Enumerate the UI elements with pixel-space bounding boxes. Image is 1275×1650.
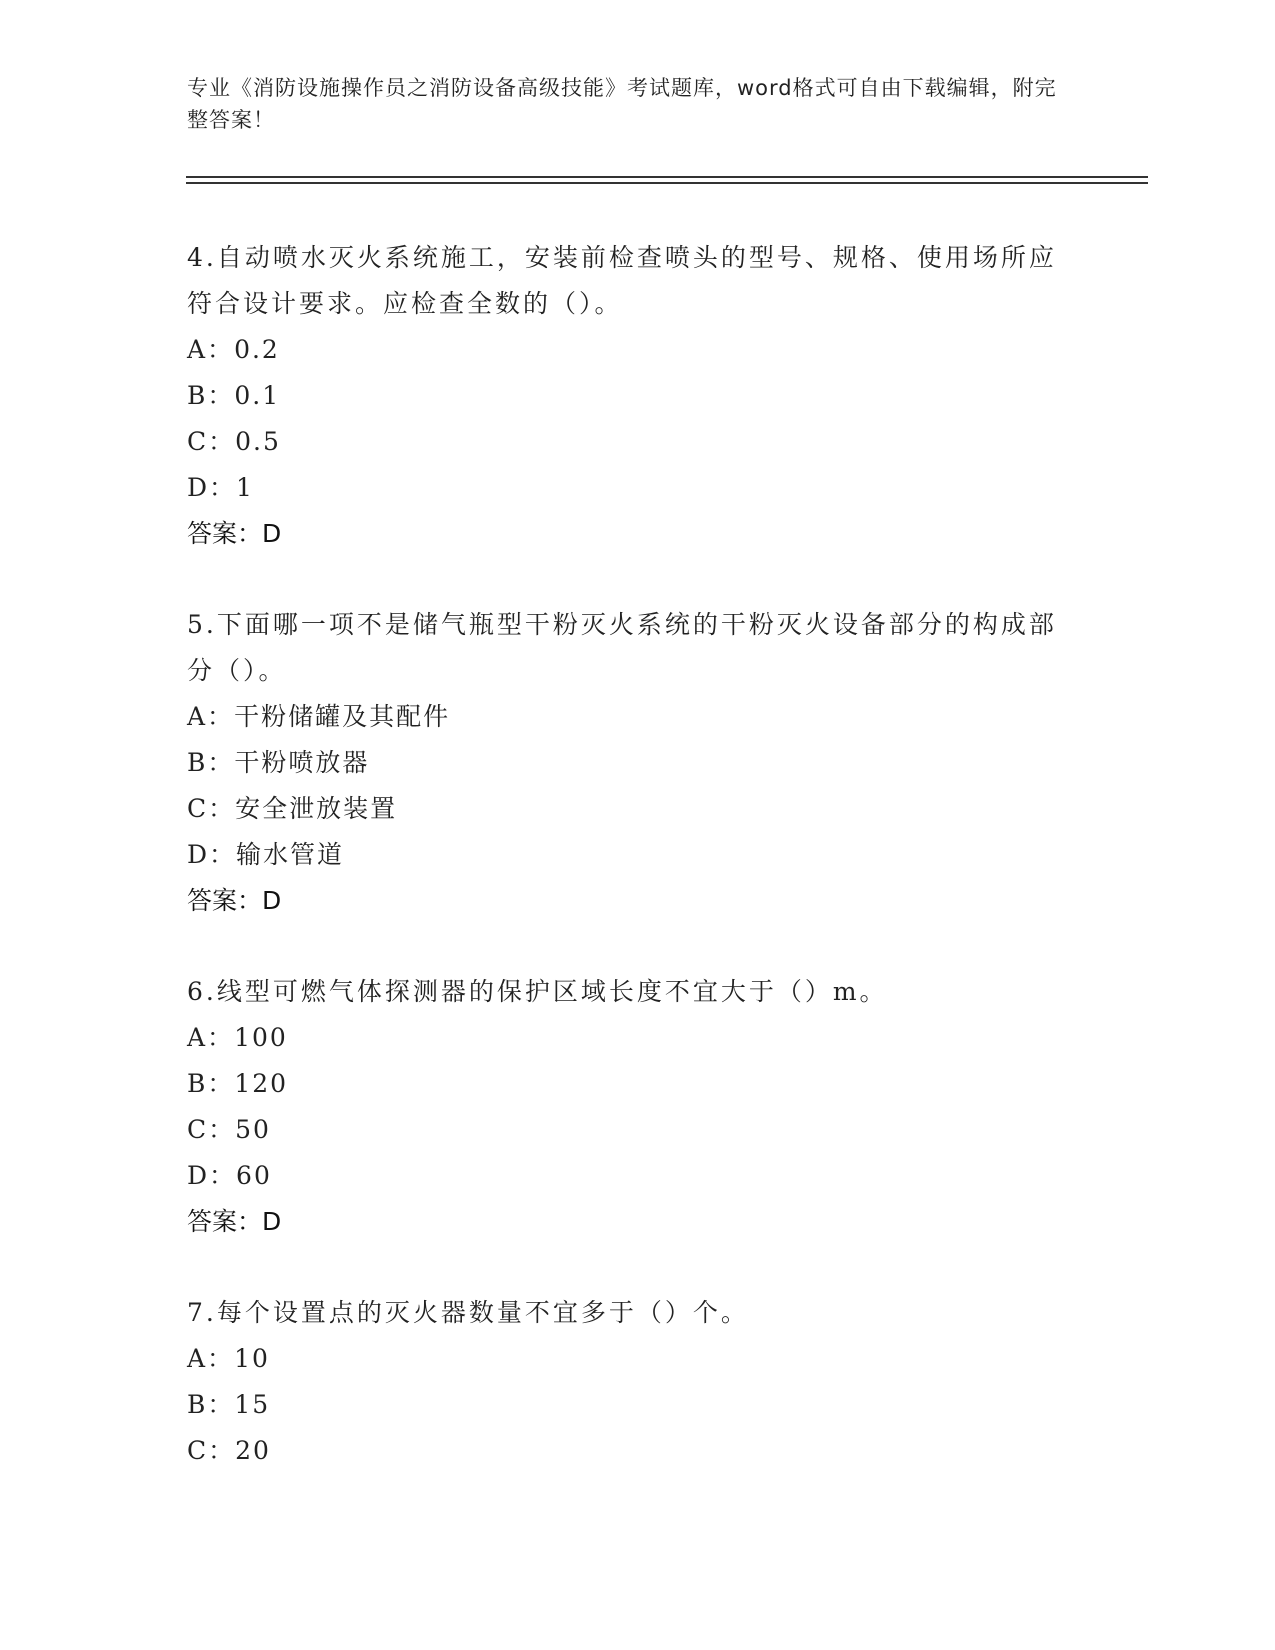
option-a xyxy=(187,1015,1067,1061)
question-list xyxy=(187,235,1067,1519)
document-header: 专业《消防设施操作员之消防设备高级技能》考试题库，word格式可自由下载编辑，附完整答案！ xyxy=(187,76,1057,132)
option-b xyxy=(187,1382,1067,1428)
option-value: 10 xyxy=(234,1344,270,1373)
option-value: 干粉储罐及其配件 xyxy=(234,702,451,731)
header-divider-top xyxy=(186,176,1148,178)
option-value: 60 xyxy=(236,1161,272,1190)
option-value: 干粉喷放器 xyxy=(234,748,370,777)
option-d xyxy=(187,465,1067,511)
header-divider-bottom xyxy=(186,182,1148,184)
option-key: A： xyxy=(187,702,235,731)
option-c xyxy=(187,786,1067,832)
option-a xyxy=(187,694,1067,740)
option-key: C： xyxy=(187,427,236,456)
option-key: D： xyxy=(187,1161,237,1190)
option-c xyxy=(187,419,1067,465)
option-key: B： xyxy=(187,381,235,410)
option-d xyxy=(187,832,1067,878)
option-value: 安全泄放装置 xyxy=(235,794,398,823)
option-c xyxy=(187,1428,1067,1474)
question-text: 5.下面哪一项不是储气瓶型干粉灭火系统的干粉灭火设备部分的构成部分（）。 xyxy=(187,610,1057,685)
option-key: B： xyxy=(187,748,235,777)
option-value: 0.5 xyxy=(235,427,281,456)
option-key: D： xyxy=(187,473,237,502)
option-b xyxy=(187,1061,1067,1107)
question-text: 6.线型可燃气体探测器的保护区域长度不宜大于（）m。 xyxy=(187,977,888,1006)
option-key: C： xyxy=(187,794,236,823)
option-key: C： xyxy=(187,1115,236,1144)
question-5 xyxy=(187,602,1067,924)
answer-line: 答案：D xyxy=(187,886,282,915)
option-b xyxy=(187,740,1067,786)
question-4 xyxy=(187,235,1067,557)
option-key: B： xyxy=(187,1069,235,1098)
answer-line: 答案：D xyxy=(187,1207,282,1236)
option-key: C： xyxy=(187,1436,236,1465)
option-a xyxy=(187,327,1067,373)
answer-line: 答案：D xyxy=(187,519,282,548)
option-key: A： xyxy=(187,1344,235,1373)
option-d xyxy=(187,1153,1067,1199)
option-key: D： xyxy=(187,840,237,869)
option-value: 1 xyxy=(236,473,254,502)
option-value: 0.1 xyxy=(234,381,281,410)
option-value: 15 xyxy=(234,1390,271,1419)
option-b xyxy=(187,373,1067,419)
option-key: B： xyxy=(187,1390,235,1419)
option-c xyxy=(187,1107,1067,1153)
question-text: 7.每个设置点的灭火器数量不宜多于（）个。 xyxy=(187,1298,749,1327)
option-value: 50 xyxy=(235,1115,271,1144)
question-7 xyxy=(187,1290,1067,1474)
question-text: 4.自动喷水灭火系统施工，安装前检查喷头的型号、规格、使用场所应符合设计要求。应检查全数的（）。 xyxy=(187,243,1057,318)
option-a xyxy=(187,1336,1067,1382)
option-value: 100 xyxy=(234,1023,288,1052)
option-value: 20 xyxy=(235,1436,271,1465)
option-value: 120 xyxy=(234,1069,289,1098)
option-value: 输水管道 xyxy=(236,840,345,869)
option-key: A： xyxy=(187,1023,235,1052)
question-6 xyxy=(187,969,1067,1245)
option-key: A： xyxy=(187,335,235,364)
option-value: 0.2 xyxy=(234,335,280,364)
